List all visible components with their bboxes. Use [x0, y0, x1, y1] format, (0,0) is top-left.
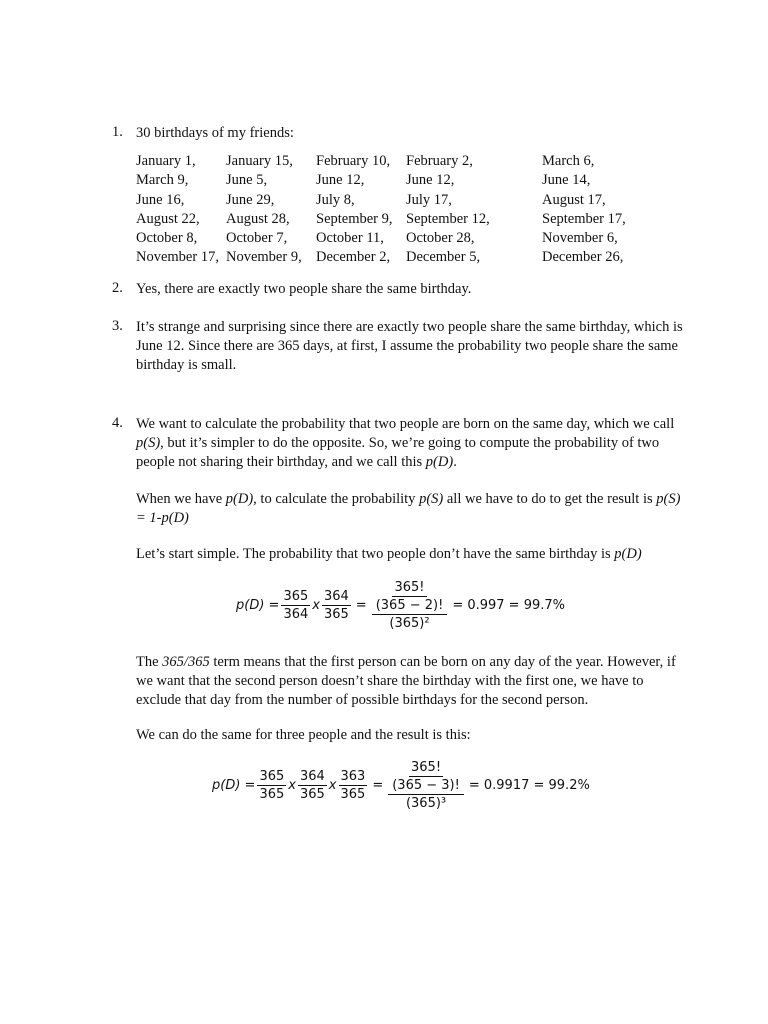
birthday-cell: June 12, [406, 172, 455, 189]
fraction: $\frac{364}{365}$ [299, 769, 325, 802]
equals-sign: = [355, 598, 367, 613]
birthday-cell: October 7, [226, 230, 288, 247]
birthday-cell: December 5, [406, 249, 481, 266]
fraction: $\frac{364}{365}$ [323, 589, 349, 622]
item-4-paragraph-4: The 365/365 term means that the first person can be born on any day of the year. However, if we want that the second person doesn’t share the birthday with the first one, we have to exclude that day from the number of possible birthdays for the second person. [136, 654, 676, 708]
ps-symbol: p(S) [419, 491, 444, 507]
equation-three-people [212, 760, 593, 811]
birthday-cell: November 17, [136, 249, 219, 266]
birthday-cell: August 28, [226, 210, 290, 227]
item-number: 3. [112, 318, 123, 334]
birthday-cell: November 9, [226, 249, 302, 266]
birthday-cell: January 1, [136, 153, 196, 169]
equation-lhs: p(D) = [212, 778, 256, 793]
item-4 [112, 415, 692, 472]
birthday-cell: December 26, [542, 249, 624, 266]
birthday-cell: June 12, [316, 172, 365, 189]
factorial-fraction: $\frac{\frac{365!}{(365 - 2)!}}{\text{(365)²}}$ [372, 580, 448, 631]
birthday-cell: January 15, [226, 153, 293, 169]
birthday-cell: September 17, [542, 210, 626, 227]
birthday-cell: March 6, [542, 153, 595, 169]
item-heading: 30 birthdays of my friends: [136, 125, 294, 141]
birthday-cell: June 5, [226, 172, 268, 189]
birthday-cell: August 22, [136, 210, 200, 227]
equation-result: = 0.997 = 99.7% [452, 598, 566, 613]
fraction: $\frac{363}{365}$ [340, 769, 366, 802]
birthday-cell: November 6, [542, 230, 618, 247]
birthday-cell: August 17, [542, 191, 606, 208]
birthday-cell: June 16, [136, 191, 185, 208]
item-3 [112, 318, 692, 375]
times-sign: x [288, 778, 296, 793]
item-4-paragraph-3: Let’s start simple. The probability that two people don’t have the same birthday is p(D) [136, 546, 642, 562]
equals-sign: = [372, 778, 384, 793]
item-number: 4. [112, 415, 123, 431]
birthday-cell: February 10, [316, 153, 391, 169]
birthday-cell: July 17, [406, 191, 452, 208]
birthday-cell: June 14, [542, 172, 591, 189]
item-paragraph-1: We want to calculate the probability that two people are born on the same day, which we call p(S), but it’s simpler to do the opposite. So, we’re going to compute the probability of two people not sharing their birthday, and we call this p(D). [136, 416, 675, 470]
birthday-cell: October 28, [406, 230, 475, 247]
birthday-cell: June 29, [226, 191, 275, 208]
pd-symbol: p(D) [225, 491, 254, 507]
factorial-fraction: $\frac{\frac{365!}{(365 - 3)!}}{\text{(365)³}}$ [388, 760, 464, 811]
birthday-cell: September 12, [406, 210, 490, 227]
birthday-cell: October 11, [316, 230, 384, 247]
equation-lhs: p(D) = [236, 598, 280, 613]
equation-two-people [236, 580, 568, 631]
birthday-cell: October 8, [136, 230, 198, 247]
birthday-cell: December 2, [316, 249, 391, 266]
item-number: 1. [112, 124, 123, 140]
equation-result: = 0.9917 = 99.2% [468, 778, 590, 793]
complement-formula: p(S) = 1-p(D) [136, 491, 681, 526]
item-1 [112, 124, 692, 143]
item-text: Yes, there are exactly two people share the same birthday. [136, 281, 472, 297]
term-symbol: 365/365 [162, 654, 210, 670]
pd-symbol: p(D) [614, 546, 642, 562]
item-text: It’s strange and surprising since there are exactly two people share the same birthday, which is June 12. Since there are 365 days, at first, I assume the probability two people share the same birthday is small. [136, 319, 683, 373]
item-number: 2. [112, 280, 123, 296]
item-2 [112, 280, 692, 299]
item-4-paragraph-5: We can do the same for three people and the result is this: [136, 727, 471, 743]
birthday-cell: February 2, [406, 153, 473, 169]
birthday-cell: July 8, [316, 191, 355, 208]
fraction: $\frac{365}{365}$ [259, 769, 285, 802]
item-4-paragraph-2: When we have p(D), to calculate the probability p(S) all we have to do to get the result is p(S) = 1-p(D) [136, 491, 681, 526]
times-sign: x [312, 598, 320, 613]
ps-symbol: p(S) [136, 435, 161, 451]
pd-symbol: p(D) [425, 454, 454, 470]
times-sign: x [328, 778, 337, 793]
fraction: $\frac{365}{364}$ [283, 589, 309, 622]
birthday-cell: September 9, [316, 210, 393, 227]
birthday-cell: March 9, [136, 172, 189, 189]
